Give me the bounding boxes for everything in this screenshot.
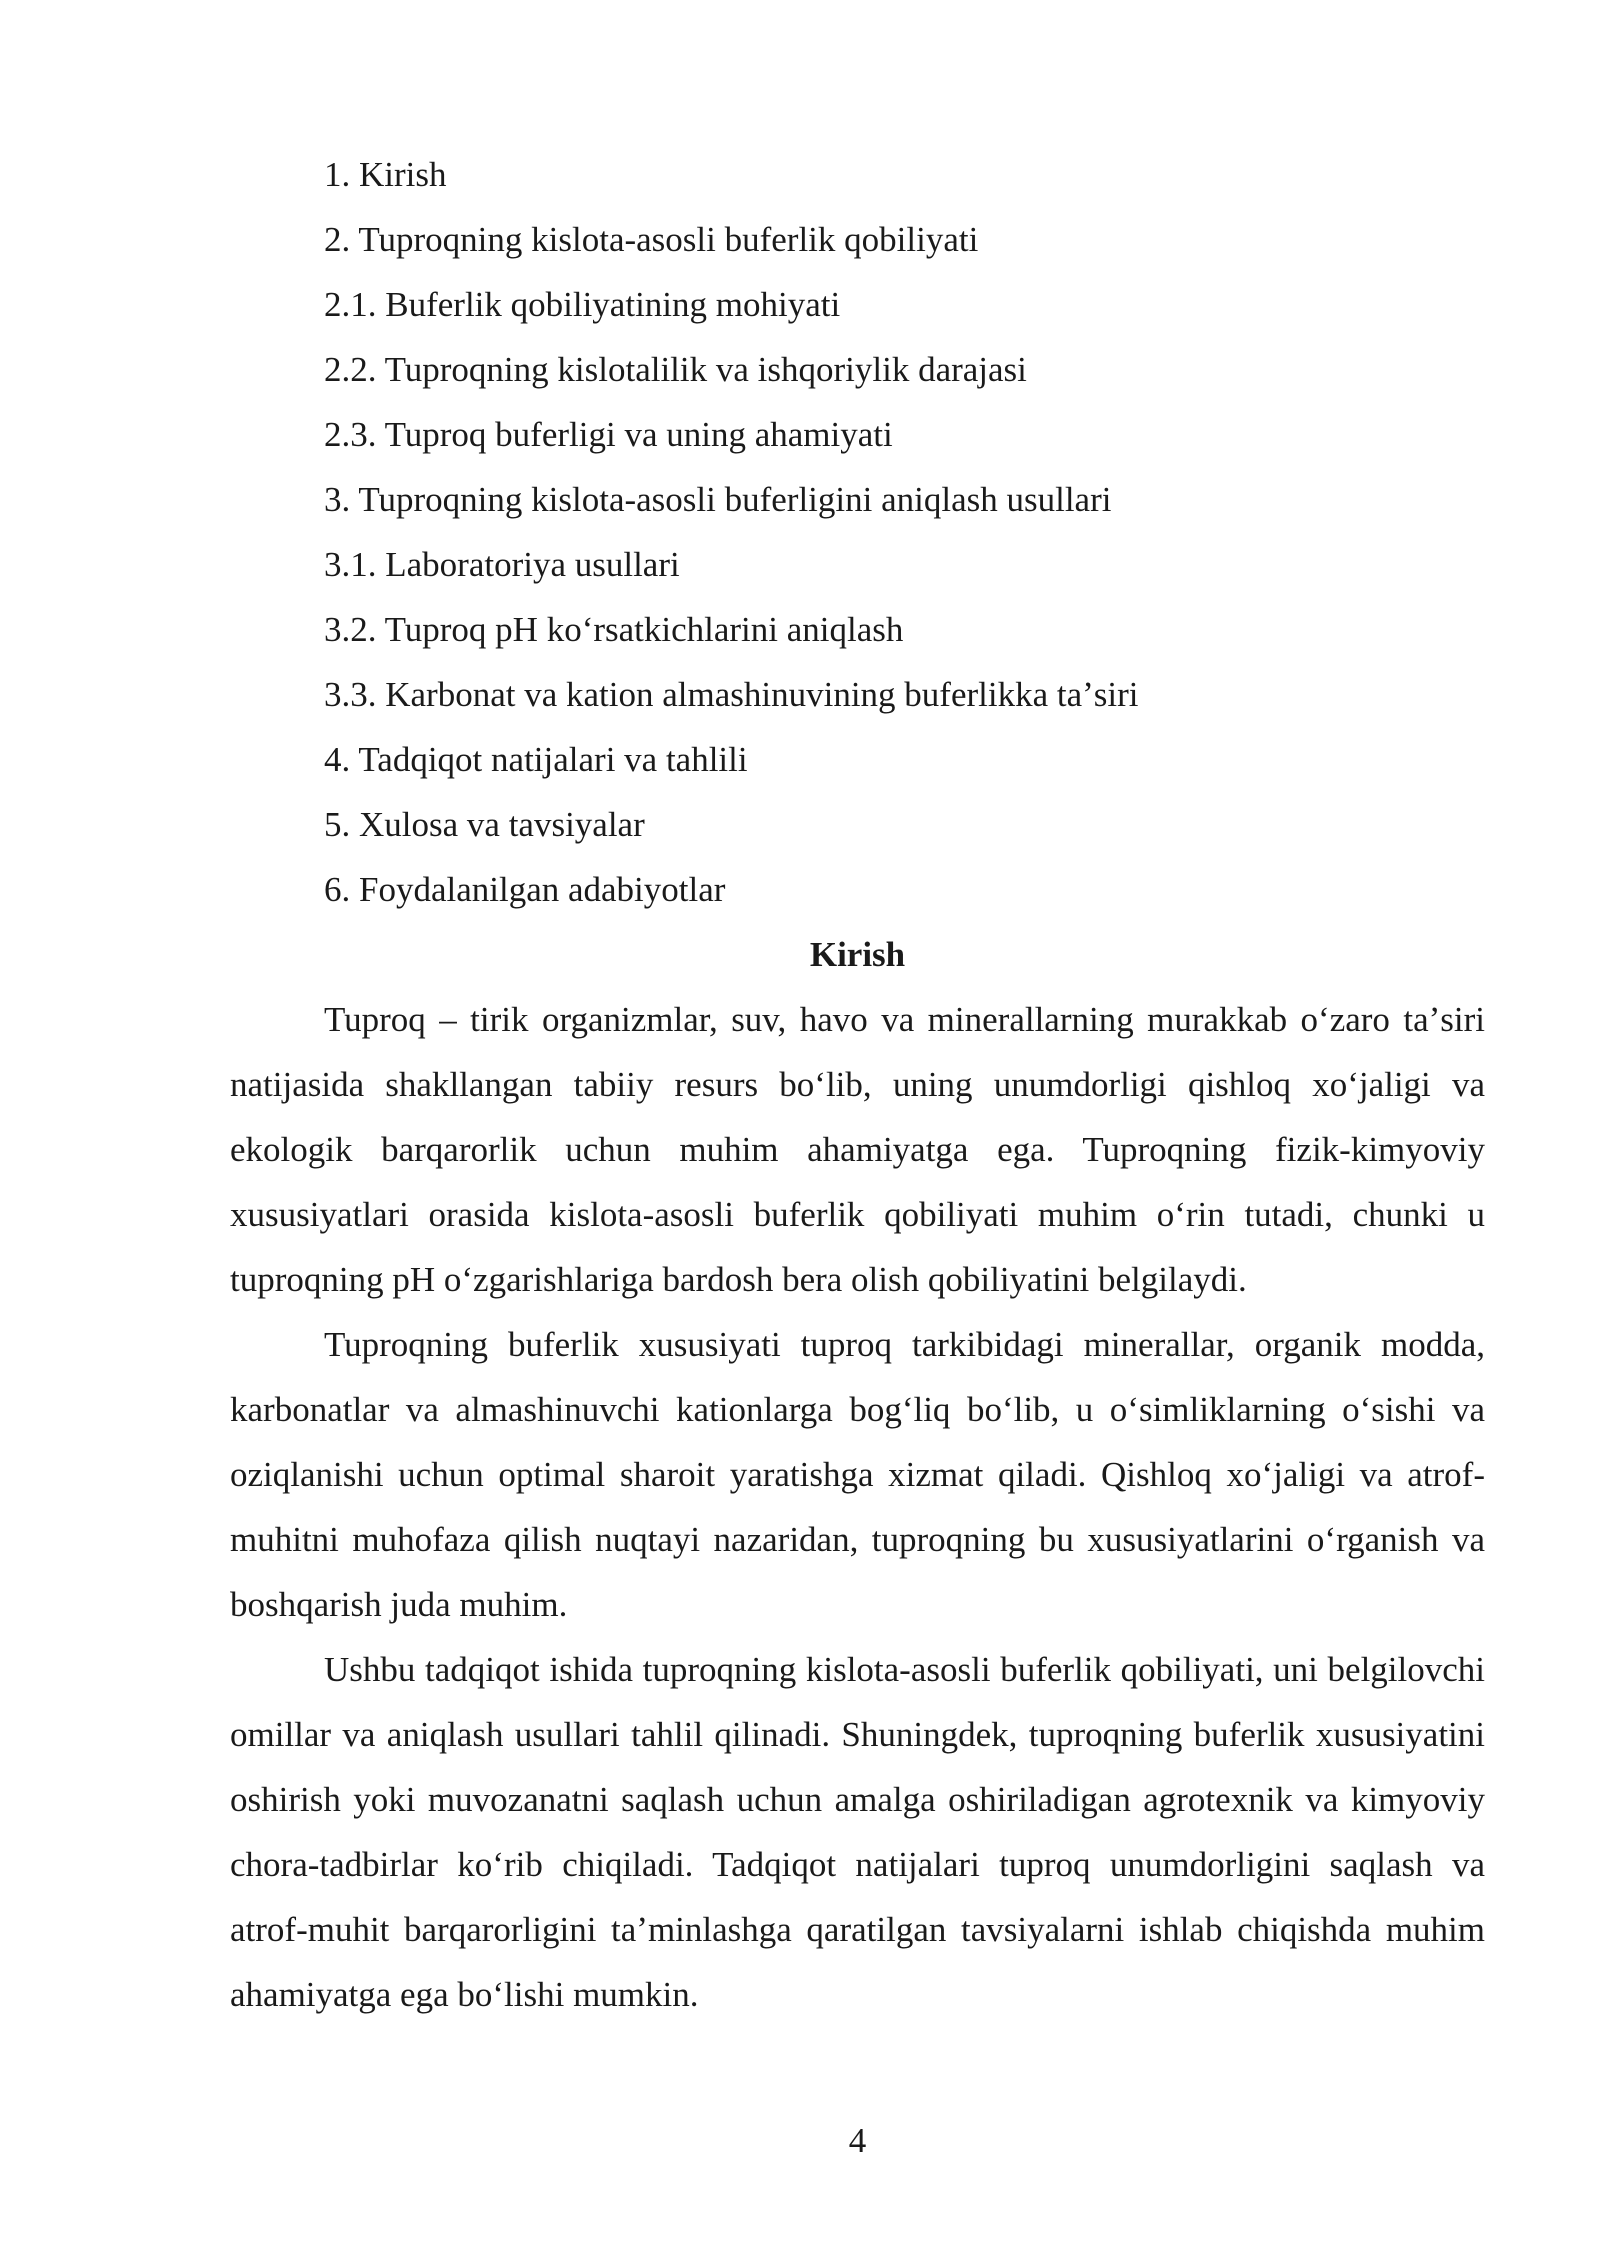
toc-item: 5. Xulosa va tavsiyalar [324, 805, 645, 844]
section-title: Kirish [809, 935, 906, 974]
paragraph: Tuproq – tirik organizmlar, suv, havo va minerallarning murakkab oʻzaro taʼsiri natijasida shakllangan tabiiy resurs boʻlib, uning unumdorligi qishloq xoʻjaligi va ekologik barqarorlik uchun muhim ahamiyatga ega. Tuproqning fizik-kimyoviy xususiyatlari orasida kislota-asosli buferlik qobiliyati muhim oʻrin tutadi, chunki u tuproqning pH oʻzgarishlariga bardosh bera olish qobiliyatini belgilaydi. [230, 1000, 1485, 1299]
toc-item: 3.2. Tuproq pH koʻrsatkichlarini aniqlash [324, 610, 904, 649]
toc-item: 6. Foydalanilgan adabiyotlar [324, 870, 726, 909]
toc-item: 3.3. Karbonat va kation almashinuvining buferlikka taʼsiri [324, 675, 1139, 714]
toc-item: 4. Tadqiqot natijalari va tahlili [324, 740, 748, 779]
paragraph: Tuproqning buferlik xususiyati tuproq tarkibidagi minerallar, organik modda, karbonatlar va almashinuvchi kationlarga bogʻliq boʻlib, u oʻsimliklarning oʻsishi va oziqlanishi uchun optimal sharoit yaratishga xizmat qiladi. Qishloq xoʻjaligi va atrof-muhitni muhofaza qilish nuqtayi nazaridan, tuproqning bu xususiyatlarini oʻrganish va boshqarish juda muhim. [230, 1325, 1485, 1624]
table-of-contents [324, 142, 1139, 922]
toc-item: 2.2. Tuproqning kislotalilik va ishqoriylik darajasi [324, 350, 1027, 389]
page-number: 4 [848, 2121, 867, 2160]
toc-item: 3. Tuproqning kislota-asosli buferligini aniqlash usullari [324, 480, 1112, 519]
paragraph: Ushbu tadqiqot ishida tuproqning kislota-asosli buferlik qobiliyati, uni belgilovchi omillar va aniqlash usullari tahlil qilinadi. Shuningdek, tuproqning buferlik xususiyatini oshirish yoki muvozanatni saqlash uchun amalga oshiriladigan agrotexnik va kimyoviy chora-tadbirlar koʻrib chiqiladi. Tadqiqot natijalari tuproq unumdorligini saqlash va atrof-muhit barqarorligini taʼminlashga qaratilgan tavsiyalarni ishlab chiqishda muhim ahamiyatga ega boʻlishi mumkin. [230, 1650, 1485, 2014]
toc-item: 1. Kirish [324, 155, 447, 194]
toc-item: 2.1. Buferlik qobiliyatining mohiyati [324, 285, 841, 324]
toc-item: 2. Tuproqning kislota-asosli buferlik qobiliyati [324, 220, 979, 259]
toc-item: 3.1. Laboratoriya usullari [324, 545, 680, 584]
section-body [230, 987, 1485, 2027]
toc-item: 2.3. Tuproq buferligi va uning ahamiyati [324, 415, 893, 454]
